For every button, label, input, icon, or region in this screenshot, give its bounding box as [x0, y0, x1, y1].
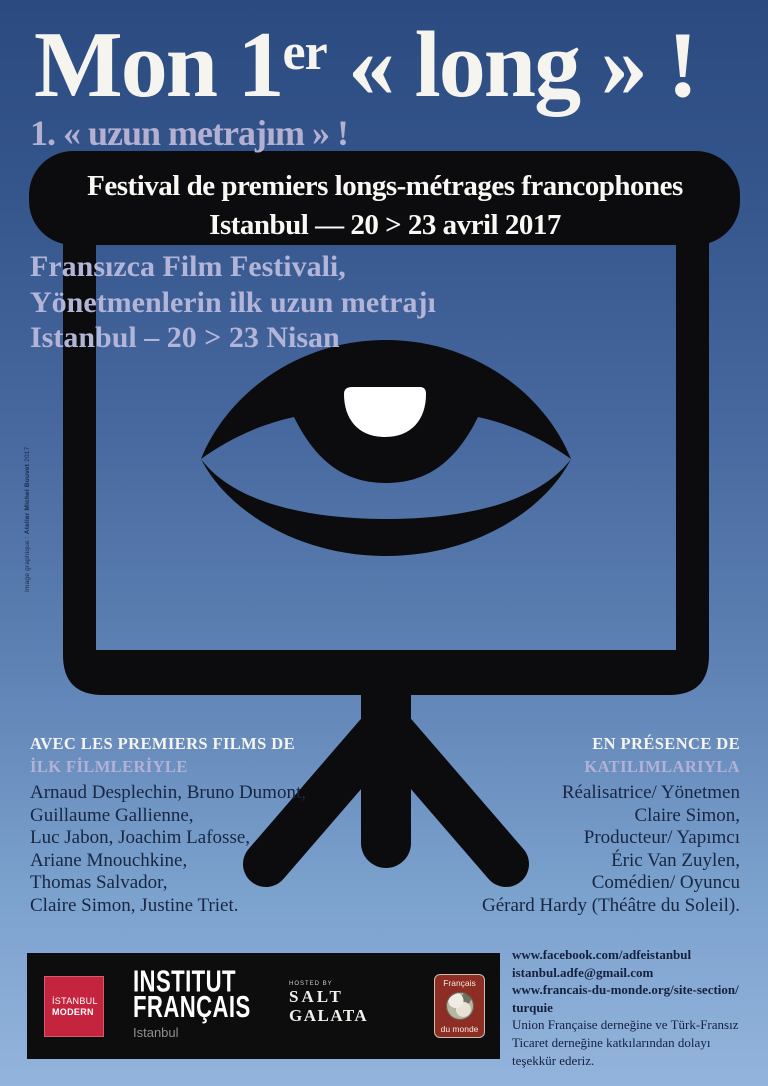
guest-line: Réalisatrice/ Yönetmen	[561, 782, 740, 803]
salt-line-1: SALT	[289, 987, 344, 1006]
guests-credit-column	[482, 733, 740, 917]
screen-caption	[30, 249, 436, 356]
title-text: Mon 1	[34, 13, 283, 117]
guest-line: Producteur/ Yapımcı	[583, 827, 740, 848]
design-credit-prefix: Image graphique :	[24, 534, 31, 592]
istanbul-modern-line-1: İSTANBUL	[52, 995, 98, 1006]
salt-hosted-by: HOSTED BY	[289, 981, 333, 987]
fdm-line-1: Français	[443, 978, 476, 988]
institut-line-2: FRANÇAIS	[133, 990, 251, 1024]
guests-heading-fr: EN PRÉSENCE DE	[592, 734, 740, 753]
banner-line-2: Istanbul — 20 > 23 avril 2017	[209, 209, 561, 241]
institut-francais-city: Istanbul	[133, 1025, 179, 1040]
thanks-line: Ticaret derneğine katkılarından dolayı	[512, 1034, 711, 1050]
films-credit-column	[30, 733, 306, 917]
institut-francais-wordmark	[133, 964, 251, 1024]
film-name: Ariane Mnouchkine,	[30, 849, 188, 871]
facebook-url: www.facebook.com/adfeistanbul	[512, 947, 692, 962]
banner	[30, 167, 740, 245]
guest-line: Comédien/ Oyuncu	[591, 872, 740, 893]
banner-line-1: Festival de premiers longs-métrages francophones	[87, 170, 683, 202]
salt-line-2: GALATA	[289, 1006, 369, 1025]
contact-email: istanbul.adfe@gmail.com	[512, 964, 654, 980]
film-name: Claire Simon, Justine Triet.	[30, 894, 239, 916]
title-superscript: er	[282, 23, 327, 81]
film-name: Luc Jabon, Joachim Lafosse,	[30, 827, 251, 848]
guests-heading-tr: KATILIMLARIYLA	[584, 756, 740, 776]
film-name: Guillaume Gallienne,	[30, 804, 194, 826]
fdm-line-2: du monde	[440, 1024, 479, 1034]
title-text-suffix: « long » !	[326, 13, 697, 117]
eye-icon	[201, 340, 571, 556]
films-heading-tr: İLK FİLMLERİYLE	[30, 756, 188, 776]
film-name: Thomas Salvador,	[30, 872, 168, 893]
guest-line: Claire Simon,	[634, 804, 740, 826]
francais-du-monde-logo	[434, 974, 485, 1038]
design-credit	[24, 447, 31, 592]
institut-francais-logo	[133, 964, 277, 1040]
poster-title	[34, 13, 754, 117]
poster-subtitle: 1. « uzun metrajım » !	[30, 113, 348, 153]
istanbul-modern-line-2: MODERN	[52, 1006, 94, 1017]
institut-line-1: INSTITUT	[133, 964, 236, 999]
film-name: Arnaud Desplechin, Bruno Dumont,	[30, 782, 306, 803]
caption-line-2: Yönetmenlerin ilk uzun metrajı	[30, 285, 436, 319]
caption-line-1: Fransızca Film Festivali,	[30, 250, 346, 283]
caption-line-3: Istanbul – 20 > 23 Nisan	[30, 321, 340, 354]
fdm-url-line-2: turquie	[512, 999, 553, 1015]
globe-icon	[446, 992, 474, 1020]
thanks-line: Union Française derneğine ve Türk-Fransız	[512, 1017, 739, 1033]
sponsor-logo-bar	[27, 953, 500, 1059]
contact-block	[512, 946, 764, 1069]
design-credit-studio: Atelier Michel Bouvet	[24, 463, 31, 535]
guest-line: Gérard Hardy (Théâtre du Soleil).	[482, 894, 740, 916]
guest-line: Éric Van Zuylen,	[611, 849, 740, 871]
fdm-url-line-1: www.francais-du-monde.org/site-section/	[512, 982, 739, 998]
thanks-line: teşekkür ederiz.	[512, 1052, 595, 1068]
istanbul-modern-logo	[44, 976, 104, 1037]
design-credit-suffix: 2017	[24, 446, 31, 464]
salt-galata-logo	[289, 981, 368, 1025]
films-heading-fr: AVEC LES PREMIERS FILMS DE	[30, 734, 295, 753]
